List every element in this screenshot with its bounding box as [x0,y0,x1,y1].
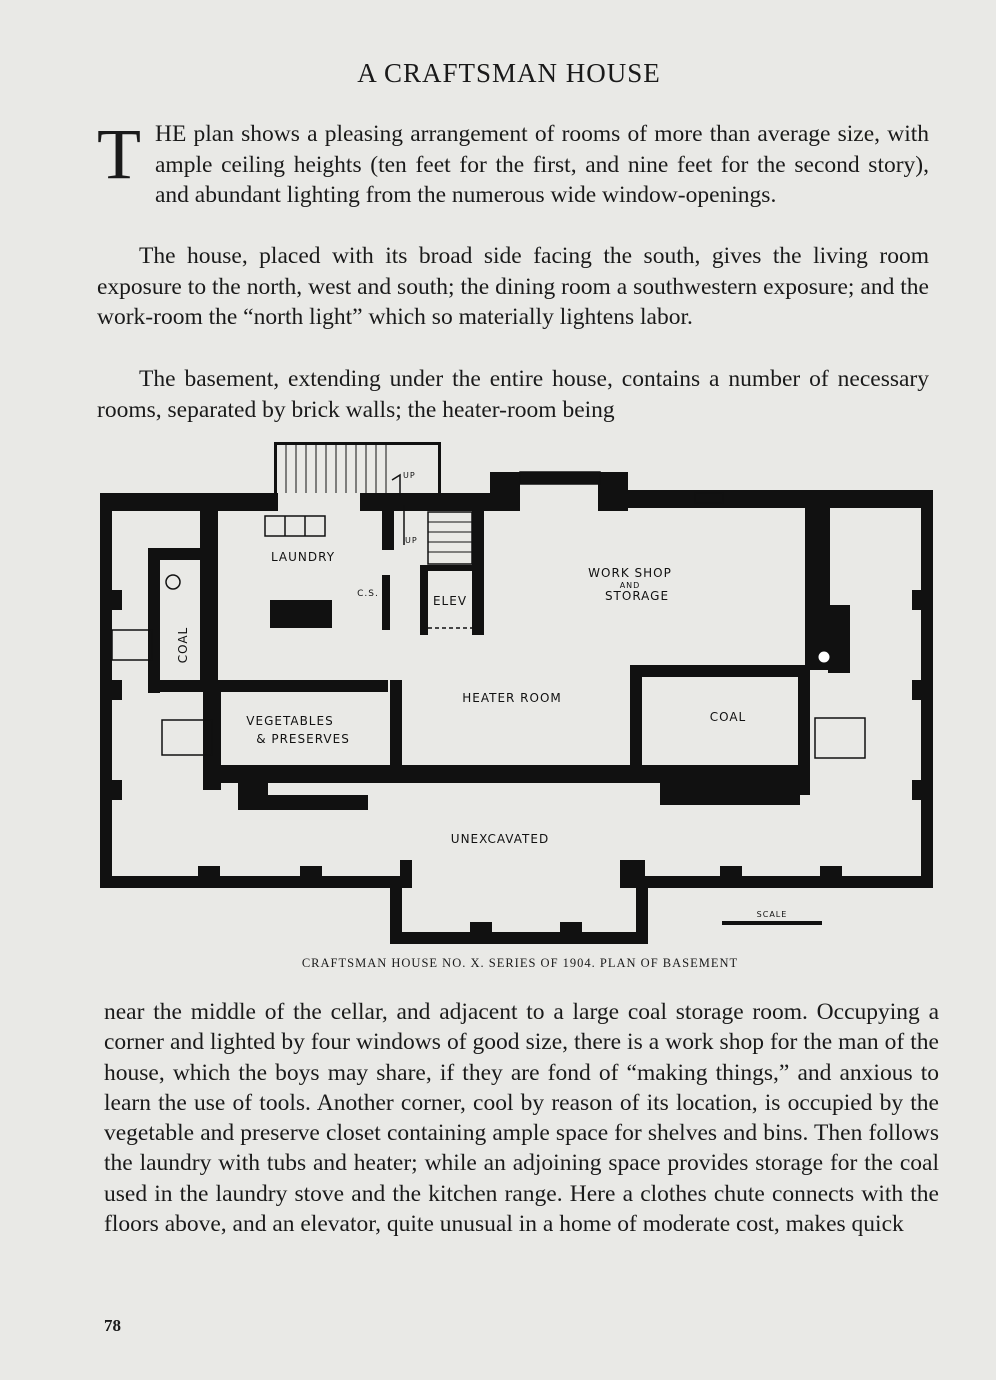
label-and: AND [619,581,641,590]
label-coal-right: COAL [709,710,747,724]
label-clothes-chute: C.S. [357,589,379,599]
label-unexcavated: UNEXCAVATED [450,832,550,846]
label-elevator: ELEV [432,594,468,608]
paragraph-2: The house, placed with its broad side facing the south, gives the living room exposure to the north, west and south; the dining room a southwestern exposure; and the work-room the “north light” which so materially lightens labor. [97,243,929,330]
figure-caption: CRAFTSMAN HOUSE NO. X. SERIES OF 1904. PLAN OF BASEMENT [301,956,739,970]
paragraph-3: The basement, extending under the entire house, contains a number of necessary rooms, separated by brick walls; the heater-room being [97,366,929,423]
label-preserves: & PRESERVES [256,732,350,746]
label-storage: STORAGE [604,589,670,603]
label-heater-room: HEATER ROOM [462,691,562,705]
paragraph-4: near the middle of the cellar, and adjacent to a large coal storage room. Occupying a corner and lighted by four windows of good size, there is a work shop for the man of the house, which the boys may share, if they are fond of “making things,” and anxious to learn the use of tools. Another corner, cool by reason of its location, is occupied by the vegetable and preserve closet containing ample space for shelves and bins. Then follows the laundry with tubs and heater; while an adjoining space provides storage for the coal used in the laundry stove and the kitchen range. Here a clothes chute connects with the floors above, and an elevator, quite unusual in a home of moderate cost, makes quick [104,999,939,1238]
drop-cap: T [97,114,141,194]
page-number: 78 [104,1316,121,1335]
label-laundry: LAUNDRY [270,550,336,564]
label-work-shop: WORK SHOP [588,566,672,580]
paragraph-1-text: HE plan shows a pleasing arrangement of rooms of more than average size, with ample ceiling heights (ten feet for the first, and nine feet for the second story), and abundant lighting from the numerous wide window-openings. [154,121,929,208]
page-heading: A CRAFTSMAN HOUSE [357,58,661,88]
label-vegetables: VEGETABLES [246,714,334,728]
label-coal-vertical: COAL [176,626,190,664]
label-up-stair: UP [403,471,416,480]
label-scale: SCALE [756,910,788,919]
label-up-inner: UP [405,536,418,545]
